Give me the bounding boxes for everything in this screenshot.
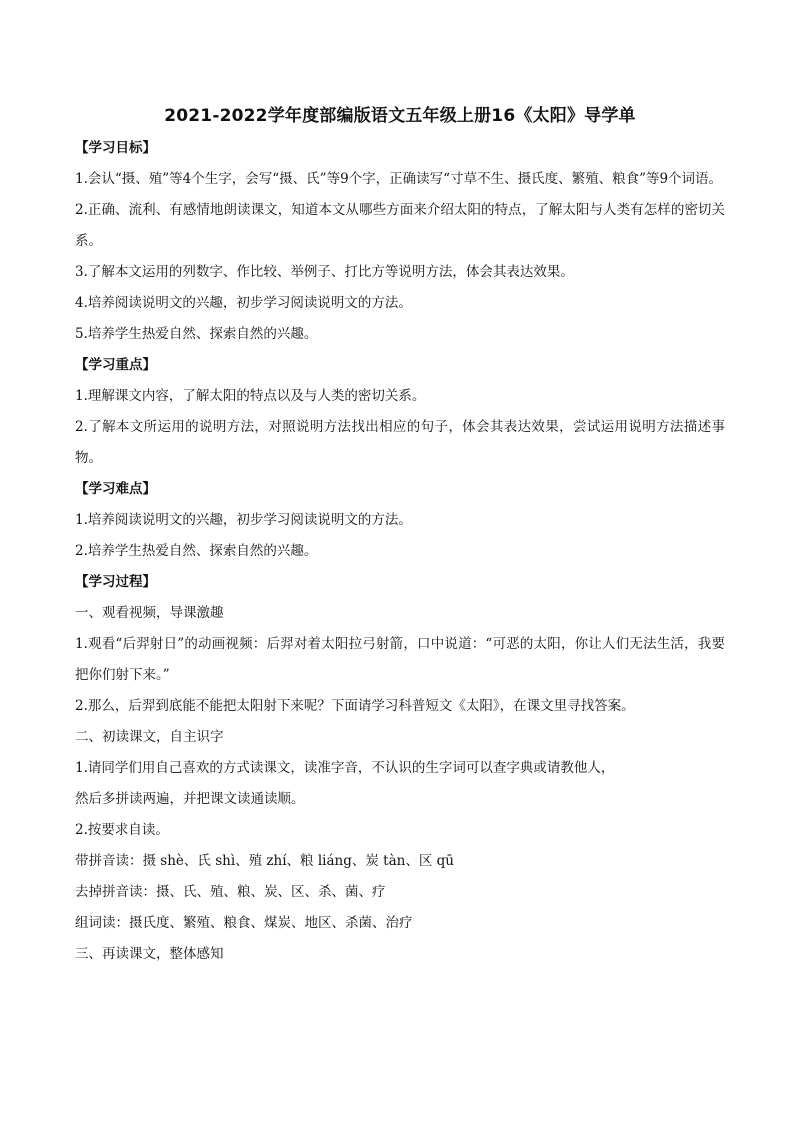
section-heading-difficulties: 【学习难点】 bbox=[75, 481, 156, 497]
process-line-7: 2.按要求自读。 bbox=[75, 822, 169, 838]
goal-item-5: 5.培养学生热爱自然、探索自然的兴趣。 bbox=[75, 326, 318, 342]
goal-item-2: 2.正确、流利、有感情地朗读课文，知道本文从哪些方面来介绍太阳的特点，了解太阳与人类有怎样的密切关系。 bbox=[75, 202, 725, 249]
difficulty-item-2: 2.培养学生热爱自然、探索自然的兴趣。 bbox=[75, 543, 318, 559]
goal-item-4: 4.培养阅读说明文的兴趣，初步学习阅读说明文的方法。 bbox=[75, 295, 412, 311]
process-line-4: 二、初读课文，自主识字 bbox=[75, 729, 224, 745]
process-line-6: 然后多拼读两遍，并把课文读通读顺。 bbox=[75, 791, 305, 807]
process-line-1: 一、观看视频，导课激趣 bbox=[75, 605, 224, 621]
process-line-5: 1.请同学们用自己喜欢的方式读课文，读准字音，不认识的生字词可以查字典或请教他人， bbox=[75, 760, 615, 776]
process-line-3: 2.那么，后羿到底能不能把太阳射下来呢？下面请学习科普短文《太阳》，在课文里寻找答案。 bbox=[75, 698, 635, 714]
process-line-2: 1.观看“后羿射日”的动画视频：后羿对着太阳拉弓射箭，口中说道：“可恶的太阳，你让人们无法生活，我要把你们射下来。” bbox=[75, 636, 725, 683]
document-page bbox=[75, 102, 725, 970]
process-line-8: 带拼音读：摄 shè、氏 shì、殖 zhí、粮 liáng、炭 tàn、区 qū bbox=[75, 853, 454, 869]
key-point-item-1: 1.理解课文内容，了解太阳的特点以及与人类的密切关系。 bbox=[75, 388, 426, 404]
process-line-11: 三、再读课文，整体感知 bbox=[75, 946, 224, 962]
goal-item-3: 3.了解本文运用的列数字、作比较、举例子、打比方等说明方法，体会其表达效果。 bbox=[75, 264, 574, 280]
key-point-item-2: 2.了解本文所运用的说明方法，对照说明方法找出相应的句子，体会其表达效果，尝试运用说明方法描述事物。 bbox=[75, 419, 725, 466]
difficulty-item-1: 1.培养阅读说明文的兴趣，初步学习阅读说明文的方法。 bbox=[75, 512, 412, 528]
section-heading-key-points: 【学习重点】 bbox=[75, 357, 156, 373]
section-process bbox=[75, 567, 725, 970]
section-difficulties bbox=[75, 474, 725, 567]
process-line-10: 组词读：摄氏度、繁殖、粮食、煤炭、地区、杀菌、治疗 bbox=[75, 915, 413, 931]
goal-item-1: 1.会认“摄、殖”等4个生字，会写“摄、氏”等9个字，正确读写“寸草不生、摄氏度、繁殖、粮食”等9个词语。 bbox=[75, 171, 723, 187]
process-line-9: 去掉拼音读：摄、氏、殖、粮、炭、区、杀、菌、疗 bbox=[75, 884, 386, 900]
section-goals bbox=[75, 133, 725, 350]
section-heading-process: 【学习过程】 bbox=[75, 574, 156, 590]
document-title: 2021-2022学年度部编版语文五年级上册16《太阳》导学单 bbox=[164, 106, 636, 126]
section-key-points bbox=[75, 350, 725, 474]
section-heading-goals: 【学习目标】 bbox=[75, 140, 156, 156]
